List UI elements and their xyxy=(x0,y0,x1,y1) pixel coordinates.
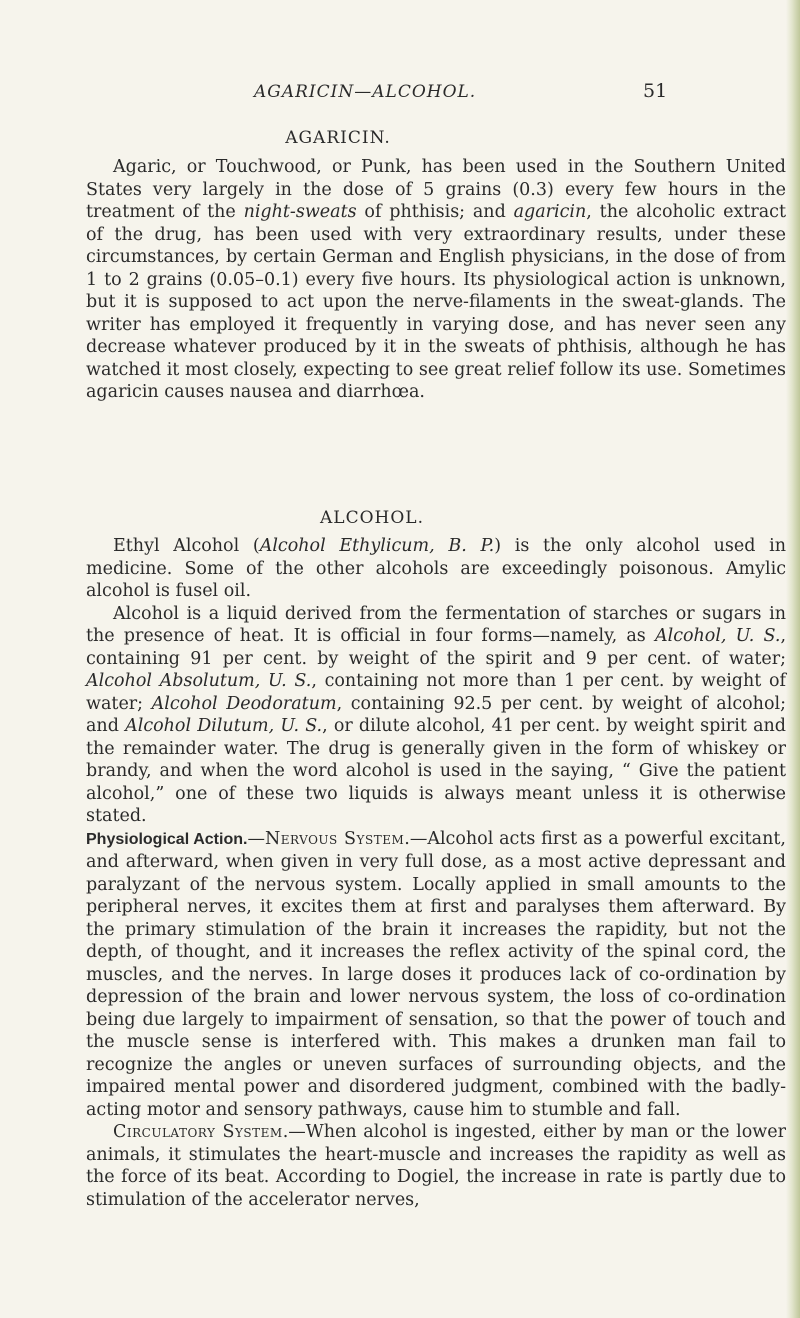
subheading-circulatory-system: Circulatory System xyxy=(113,1122,283,1142)
italic-term: Alcohol Dilutum, U. S. xyxy=(125,716,323,736)
italic-term: agaricin xyxy=(513,202,587,222)
alcohol-paragraph-2 xyxy=(86,603,786,828)
text-run: , the alcoholic extract of the drug, has been used with very extraordinary results, under these circumstances, by certain German and English physicians, in the dose of from 1 to 2 grains (0.05–0.1) every five hours. Its physiological action is unknown, but it is supposed to act upon the nerve-filaments in the sweat-glands. The writer has employed it frequently in varying dose, and has never seen any decrease whatever produced by it in the sweats of phthisis, although he has watched it most closely, expecting to see great relief follow its use. Sometimes agaricin causes nausea and diarrhœa. xyxy=(86,202,786,402)
italic-term: Alcohol, U. S. xyxy=(654,626,781,646)
text-run: Alcohol is a liquid derived from the fermentation of starches or sugars in the presence of heat. It is official in four forms—namely, as xyxy=(86,603,786,646)
italic-term: night-sweats xyxy=(243,202,357,222)
agaricin-section xyxy=(86,156,786,404)
alcohol-section xyxy=(86,535,786,1211)
text-run: Agaric, or Touchwood, or Punk, has been used in the Southern United States very largely in the dose of 5 grains (0.3) every few hours in the treatment of the xyxy=(86,157,786,222)
text-run: — xyxy=(247,828,265,849)
alcohol-paragraph-3 xyxy=(86,828,786,1122)
text-run: , containing 91 per cent. by weight of the spirit and 9 per cent. of water; xyxy=(86,626,787,669)
alcohol-paragraph-4 xyxy=(86,1121,786,1211)
text-run: of phthisis; and xyxy=(356,202,514,222)
subheading-nervous-system: Nervous System xyxy=(264,828,405,849)
subheading-physiological-action: Physiological Action. xyxy=(86,830,248,848)
agaricin-paragraph xyxy=(86,156,786,404)
page-edge xyxy=(786,0,800,1318)
section-heading-agaricin: AGARICIN. xyxy=(285,128,391,148)
italic-term: Alcohol Absolutum, U. S. xyxy=(86,671,312,691)
text-run: ) is the only alcohol used in medicine. Some of the other alcohols are exceedingly poisonous. Amylic alcohol is fusel oil. xyxy=(86,536,787,601)
page-number: 51 xyxy=(643,80,668,102)
text-run: , or dilute alcohol, 41 per cent. by weight spirit and the remainder water. The drug is generally given in the form of whiskey or brandy, and when the word alcohol is used in the saying, “ Give the patient alcohol,” one of these two liquids is always meant unless it is otherwise stated. xyxy=(86,716,786,826)
alcohol-paragraph-1 xyxy=(86,535,786,603)
text-run: , containing 92.5 per cent. by weight of alcohol; and xyxy=(86,693,786,736)
italic-term: Alcohol Deodoratum xyxy=(151,693,337,714)
text-run: .—When alcohol is ingested, either by man or the lower animals, it stimulates the heart-muscle and increases the rapidity as well as the force of its beat. According to Dogiel, the increase in rate is partly due to stimulation of the accelerator nerves, xyxy=(86,1122,786,1210)
text-run: , containing not more than 1 per cent. by weight of water; xyxy=(86,671,786,714)
italic-term: Alcohol Ethylicum, B. P. xyxy=(259,536,495,556)
running-head: AGARICIN—ALCOHOL. xyxy=(254,82,477,102)
section-heading-alcohol: ALCOHOL. xyxy=(320,508,424,528)
text-run: .—Alcohol acts first as a powerful excitant, and afterward, when given in very full dose, as a most active depressant and paralyzant of the nervous system. Locally applied in small amounts to the peripheral nerves, it excites them at first and paralyses them afterward. By the primary stimulation of the brain it increases the rapidity, but not the depth, of thought, and it increases the reflex activity of the spinal cord, the muscles, and the nerves. In large doses it produces lack of co-ordination by depression of the brain and lower nervous system, the loss of co-ordination being due largely to impairment of sensation, so that the power of touch and the muscle sense is interfered with. This makes a drunken man fail to recognize the angles or uneven surfaces of surrounding objects, and the impaired mental power and disordered judgment, combined with the badly-acting motor and sensory pathways, cause him to stumble and fall. xyxy=(86,828,786,1120)
text-run: Ethyl Alcohol ( xyxy=(113,536,260,556)
